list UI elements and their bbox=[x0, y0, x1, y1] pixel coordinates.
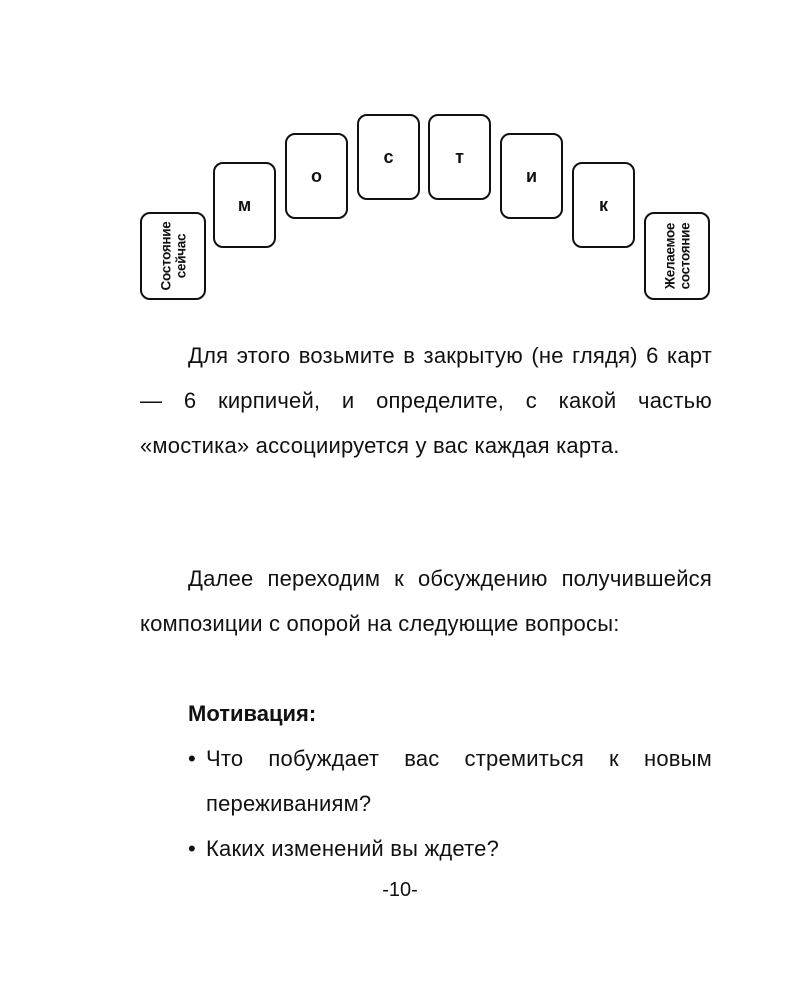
page-number: -10- bbox=[382, 879, 418, 901]
brick-letter: о bbox=[311, 165, 322, 186]
discussion-paragraph: Далее переходим к обсуждению получившейся композиции с опорой на следующие вопросы: bbox=[140, 566, 712, 636]
brick-card-1 bbox=[213, 162, 276, 248]
current-state-card bbox=[140, 212, 206, 300]
brick-letter: к bbox=[598, 194, 608, 215]
brick-letter: и bbox=[525, 165, 538, 186]
brick-card-5 bbox=[500, 133, 563, 219]
brick-letter: с bbox=[383, 146, 394, 167]
brick-card-2 bbox=[285, 133, 348, 219]
current-state-label: Состояние сейчас bbox=[158, 221, 188, 291]
desired-state-label: Желаемое состояние bbox=[662, 222, 693, 290]
question-list bbox=[186, 736, 712, 871]
brick-card-4 bbox=[428, 114, 491, 200]
section-heading: Мотивация: bbox=[188, 701, 317, 726]
list-item: • Каких изменений вы ждете? bbox=[186, 826, 712, 871]
instruction-paragraph: Для этого возьмите в закрытую (не глядя) 6 карт — 6 кирпичей, и определите, с какой частью «мостика» ассоциируется у вас каждая карта. bbox=[140, 343, 712, 458]
brick-letter: т bbox=[455, 146, 464, 167]
brick-card-6 bbox=[572, 162, 635, 248]
list-item: • Что побуждает вас стремиться к новым переживаниям? bbox=[186, 736, 712, 826]
brick-letter: м bbox=[237, 194, 252, 215]
desired-state-card bbox=[644, 212, 710, 300]
bridge-diagram bbox=[0, 0, 800, 320]
brick-card-3 bbox=[357, 114, 420, 200]
